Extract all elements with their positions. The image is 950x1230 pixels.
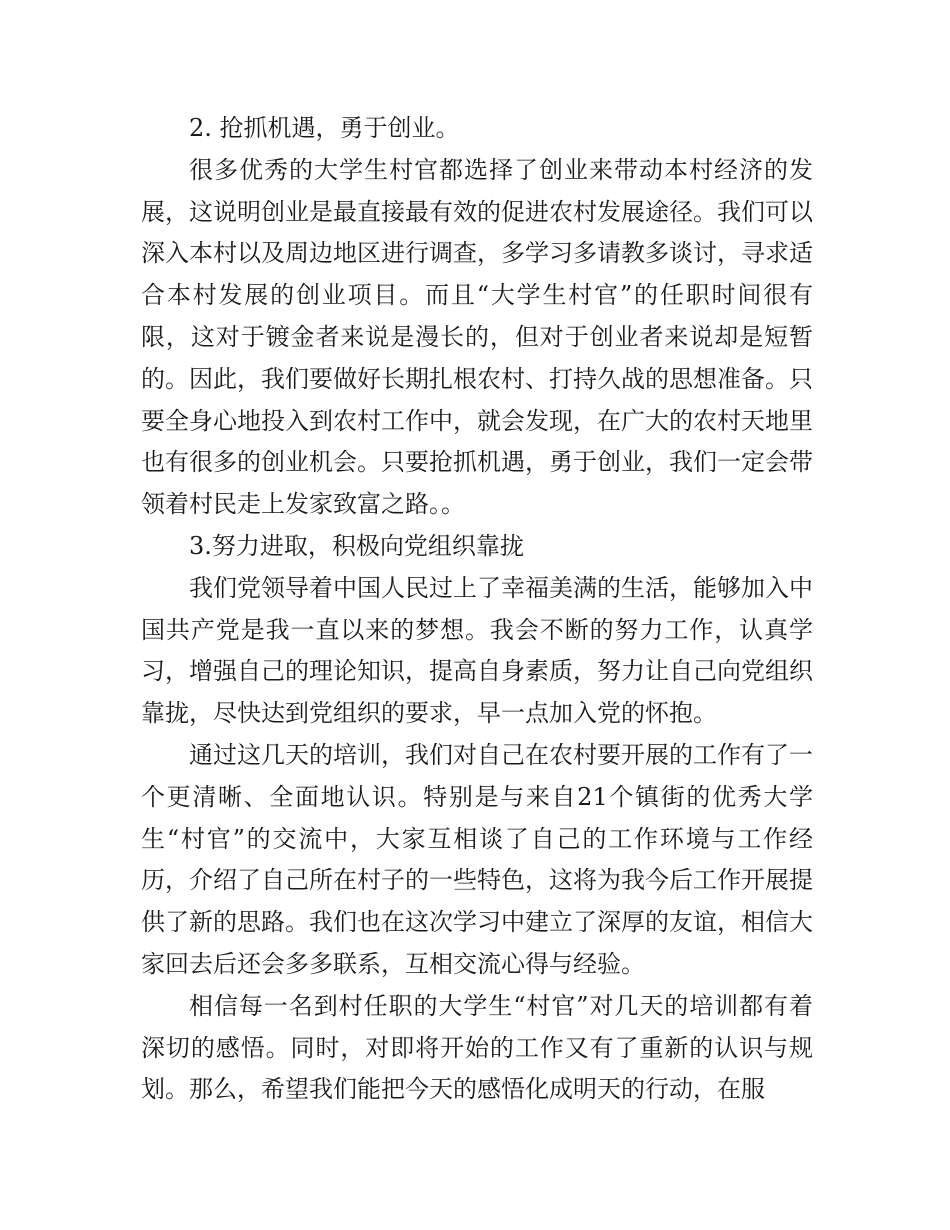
paragraph-heading-3: 3.努力进取，积极向党组织靠拢: [189, 531, 524, 560]
paragraph-heading-2: 2. 抢抓机遇，勇于创业。: [189, 114, 460, 142]
paragraph-training: 通过这几天的培训，我们对自己在农村要开展的工作有了一个更清晰、全面地认识。特别是与来自21个镇街的优秀大学生“村官”的交流中，大家互相谈了自己的工作环境与工作经历，介绍了自己所在村子的一些特色，这将为我今后工作开展提供了新的思路。我们也在这次学习中建立了深厚的友谊，相信大家回去后还会多多联系，互相交流心得与经验。: [141, 740, 813, 978]
paragraph-entrepreneurship: 很多优秀的大学生村官都选择了创业来带动本村经济的发展，这说明创业是最直接最有效的促进农村发展途径。我们可以深入本村以及周边地区进行调查，多学习多请教多谈讨，寻求适合本村发展的创业项目。而且“大学生村官”的任职时间很有限，这对于镀金者来说是漫长的，但对于创业者来说却是短暂的。因此，我们要做好长期扎根农村、打持久战的思想准备。只要全身心地投入到农村工作中，就会发现，在广大的农村天地里也有很多的创业机会。只要抢抓机遇，勇于创业，我们一定会带领着村民走上发家致富之路。。: [141, 155, 813, 519]
document-body: [141, 108, 813, 1111]
paragraph-party: 我们党领导着中国人民过上了幸福美满的生活，能够加入中国共产党是我一直以来的梦想。我会不断的努力工作，认真学习，增强自己的理论知识，提高自身素质，努力让自己向党组织靠拢，尽快达到党组织的要求，早一点加入党的怀抱。: [141, 573, 813, 728]
paragraph-reflection: 相信每一名到村任职的大学生“村官”对几天的培训都有着深切的感悟。同时，对即将开始的工作又有了重新的认识与规划。那么，希望我们能把今天的感悟化成明天的行动，在服: [141, 991, 813, 1104]
